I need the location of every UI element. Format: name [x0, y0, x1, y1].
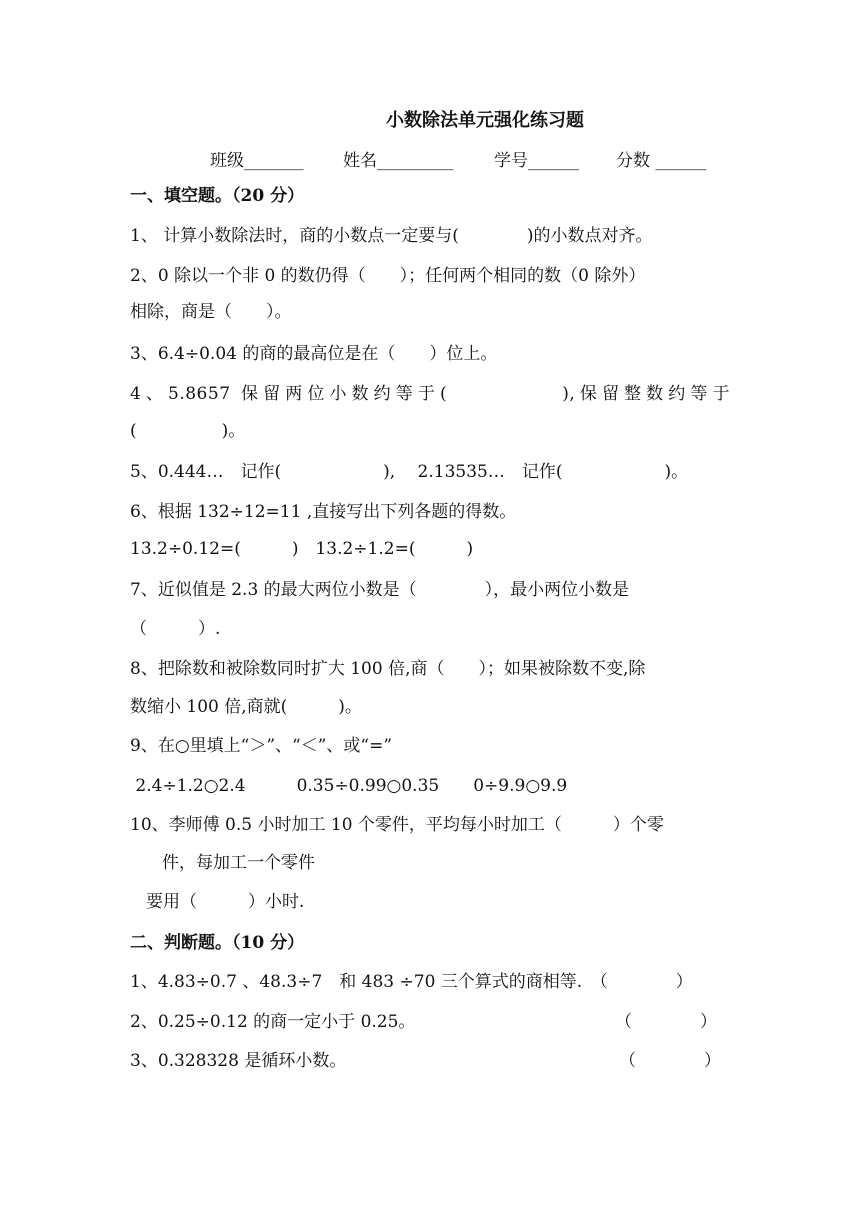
question-10-line-3: 要用（ ）小时.: [146, 892, 305, 912]
question-1: 1、 计算小数除法时，商的小数点一定要与( )的小数点对齐。: [130, 226, 653, 246]
judge-3: 3、0.328328 是循环小数。: [130, 1051, 347, 1071]
section-heading-fill-blank: 一、填空题。（20 分）: [130, 186, 305, 206]
question-4-line-1: 4、5.8657 保留两位小数约等于( ),保留整数约等于: [130, 384, 730, 404]
score-field[interactable]: 分数 ______: [616, 151, 707, 171]
section-heading-true-false: 二、判断题。（10 分）: [130, 933, 305, 953]
page-title: 小数除法单元强化练习题: [386, 110, 584, 131]
question-7-line-2: （ ）.: [130, 619, 221, 639]
student-number-field[interactable]: 学号______: [494, 151, 579, 171]
judge-1: 1、4.83÷0.7 、48.3÷7 和 483 ÷70 三个算式的商相等. （ ）: [130, 972, 693, 992]
name-field[interactable]: 姓名_________: [343, 151, 454, 171]
question-2-line-1: 2、0 除以一个非 0 的数仍得（ ）；任何两个相同的数（0 除外）: [130, 266, 646, 286]
question-9-comparisons: 2.4÷1.2○2.4 0.35÷0.99○0.35 0÷9.9○9.9: [130, 776, 568, 796]
question-9: 9、在○里填上“＞”、“＜”、或“=”: [130, 736, 393, 756]
question-6: 6、根据 132÷12=11 ,直接写出下列各题的得数。: [130, 502, 517, 522]
judge-2-answer-blank[interactable]: （ ）: [615, 1012, 717, 1032]
judge-2: 2、0.25÷0.12 的商一定小于 0.25。: [130, 1012, 416, 1032]
question-2-line-2: 相除，商是（ ）。: [130, 302, 292, 322]
question-6-equations: 13.2÷0.12=( ) 13.2÷1.2=( ): [130, 539, 474, 559]
judge-3-answer-blank[interactable]: （ ）: [619, 1051, 721, 1071]
question-5: 5、0.444… 记作( ), 2.13535… 记作( )。: [130, 462, 689, 482]
question-10-line-1: 10、李师傅 0.5 小时加工 10 个零件，平均每小时加工（ ）个零: [130, 815, 664, 835]
question-4-line-2: ( )。: [130, 421, 246, 441]
question-10-line-2: 件，每加工一个零件: [162, 853, 315, 873]
question-8-line-2: 数缩小 100 倍,商就( )。: [130, 697, 362, 717]
class-field[interactable]: 班级_______: [210, 151, 304, 171]
question-8-line-1: 8、把除数和被除数同时扩大 100 倍,商（ ）；如果被除数不变,除: [130, 659, 646, 679]
question-3: 3、6.4÷0.04 的商的最高位是在（ ）位上。: [130, 344, 498, 364]
question-7-line-1: 7、近似值是 2.3 的最大两位小数是（ ），最小两位小数是: [130, 580, 630, 600]
